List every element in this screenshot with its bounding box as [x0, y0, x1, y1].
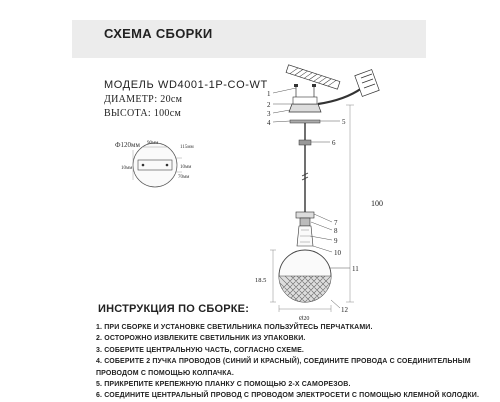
- callout-2: 2: [267, 101, 271, 109]
- leader-3: [273, 110, 290, 113]
- leader-10: [313, 246, 332, 252]
- height-value: 100см: [153, 108, 182, 119]
- callout-3: 3: [267, 110, 271, 118]
- callout-4: 4: [267, 119, 271, 127]
- cap-circle: [133, 143, 177, 187]
- instruction-step: 3. СОБЕРИТЕ ЦЕНТРАЛЬНУЮ ЧАСТЬ, СОГЛАСНО СХЕМЕ.: [96, 346, 304, 354]
- height-label: ВЫСОТА:: [104, 108, 151, 119]
- total-height-label: 100: [371, 199, 383, 208]
- leader-7: [314, 214, 332, 222]
- canopy: [289, 104, 321, 112]
- cap-width-label: 90мм: [147, 141, 159, 146]
- callout-8: 8: [334, 227, 338, 235]
- page-title: СХЕМА СБОРКИ: [104, 26, 213, 41]
- cap-dim-115: 115мм: [180, 145, 194, 150]
- diameter-label: ДИАМЕТР:: [104, 94, 158, 105]
- model-name: МОДЕЛЬ WD4001-1P-CO-WT: [104, 79, 268, 91]
- mains-wire: [318, 88, 362, 104]
- instruction-step: 5. ПРИКРЕПИТЕ КРЕПЕЖНУЮ ПЛАНКУ С ПОМОЩЬЮ 2-Х САМОРЕЗОВ.: [96, 381, 351, 389]
- callout-6: 6: [332, 139, 336, 147]
- callout-11: 11: [352, 265, 359, 273]
- instruction-step-continuation: ПРОВОДОМ С ПОМОЩЬЮ КОЛПАЧКА.: [96, 369, 234, 377]
- callout-1: 1: [267, 90, 271, 98]
- leader-12: [331, 300, 340, 308]
- leader-9: [310, 236, 332, 240]
- canopy-ring: [290, 120, 320, 123]
- cap-dim-10-left: 10мм: [121, 166, 133, 171]
- callout-12: 12: [341, 306, 348, 314]
- cap-diameter-label: Ф120мм: [115, 141, 140, 149]
- callout-7: 7: [334, 219, 338, 227]
- terminal-block: [355, 70, 379, 97]
- fixture-drawing: [255, 65, 383, 322]
- callout-5: 5: [342, 118, 346, 126]
- cap-dim-10-right: 10мм: [180, 165, 192, 170]
- cord-grip: [299, 140, 311, 145]
- leader-1: [273, 88, 296, 93]
- callout-9: 9: [334, 237, 338, 245]
- instruction-step: 1. ПРИ СБОРКЕ И УСТАНОВКЕ СВЕТИЛЬНИКА ПОЛЬЗУЙТЕСЬ ПЕРЧАТКАМИ.: [96, 324, 373, 331]
- shade-height-label: 18.5: [255, 277, 267, 284]
- callout-10: 10: [334, 249, 341, 257]
- cap-dim-70: 70мм: [178, 175, 190, 180]
- screw-hole-right: [166, 164, 169, 167]
- shade-diameter-label: Ø20: [299, 316, 310, 322]
- instruction-step: 4. СОБЕРИТЕ 2 ПУЧКА ПРОВОДОВ (СИНИЙ И КРАСНЫЙ), СОЕДИНИТЕ ПРОВОДА С СОЕДИНИТЕЛЬНЫМ: [96, 358, 471, 366]
- instructions-list: [96, 322, 479, 402]
- leader-4: [273, 121, 290, 122]
- cap-detail-drawing: [115, 141, 194, 187]
- diameter-value: 20см: [160, 94, 183, 105]
- instructions-title: ИНСТРУКЦИЯ ПО СБОРКЕ:: [98, 303, 250, 315]
- lamp-socket: [300, 218, 310, 226]
- leader-8: [311, 222, 332, 230]
- shade-holder-top: [296, 212, 314, 218]
- mounting-bracket: [293, 97, 317, 104]
- mesh-pattern: [261, 276, 349, 304]
- screw-hole-left: [142, 164, 145, 167]
- instruction-step: 6. СОЕДИНИТЕ ЦЕНТРАЛЬНЫЙ ПРОВОД С ПРОВОДОМ ЭЛЕКТРОСЕТИ С ПОМОЩЬЮ КЛЕМНОЙ КОЛОДКИ.: [96, 392, 480, 400]
- instruction-step: 2. ОСТОРОЖНО ИЗВЛЕКИТЕ СВЕТИЛЬНИК ИЗ УПАКОВКИ.: [96, 335, 306, 343]
